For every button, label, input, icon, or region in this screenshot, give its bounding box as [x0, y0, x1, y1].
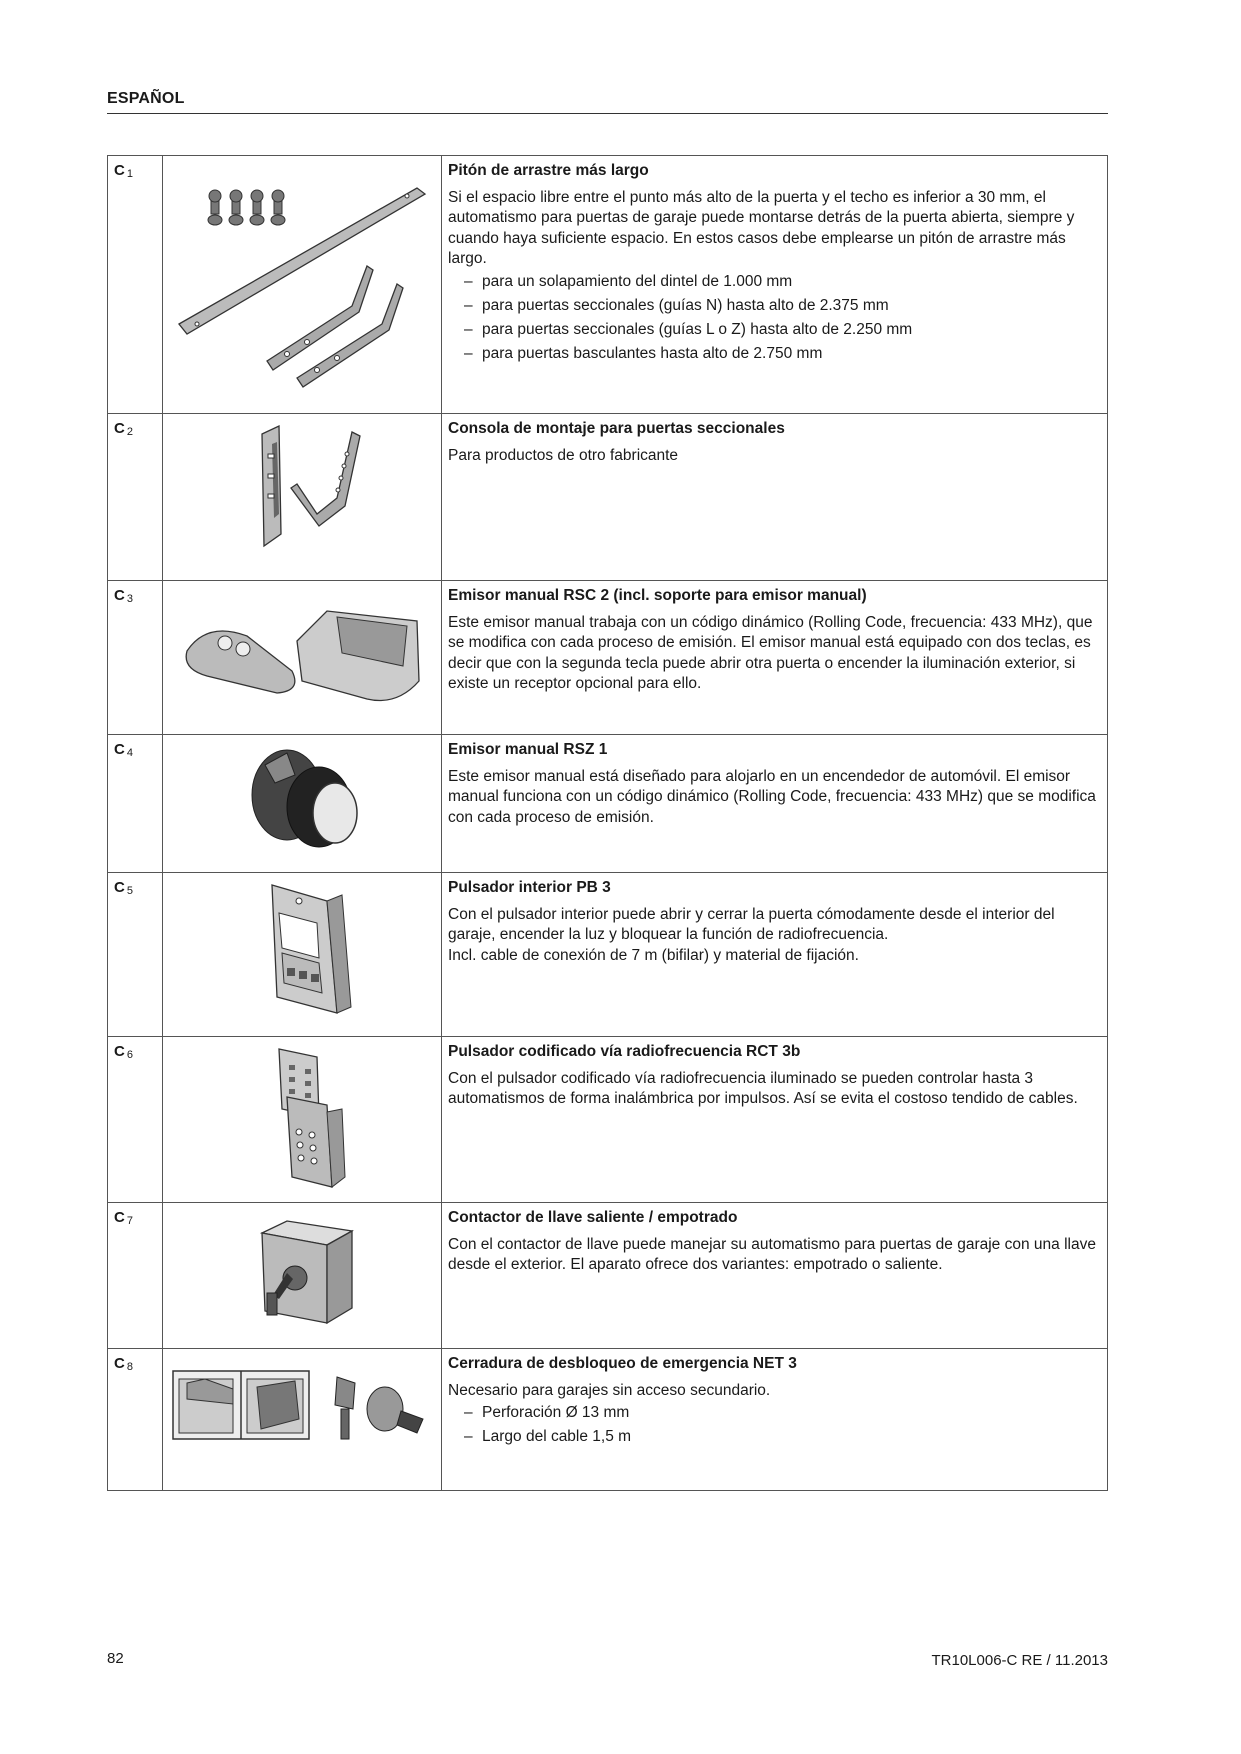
table-row: [108, 1203, 1108, 1349]
item-code: C $_8$: [108, 1349, 163, 1491]
item-text: Necesario para garajes sin acceso secundario.: [448, 1381, 771, 1399]
item-description: [442, 1203, 1108, 1349]
item-title: Pitón de arrastre más largo: [448, 162, 649, 179]
sectional-door-bracket-illustration: [167, 414, 437, 574]
table-row: [108, 156, 1108, 414]
item-text: Con el contactor de llave puede manejar su automatismo para puertas de garaje con una llave desde el exterior. El aparato ofrece dos variantes: empotrado o saliente.: [448, 1235, 1096, 1273]
table-row: [108, 1037, 1108, 1203]
bullet-item: – Largo del cable 1,5 m: [482, 1427, 1099, 1448]
item-description: [442, 581, 1108, 735]
hand-transmitter-rsz1-illustration: [167, 735, 437, 865]
item-description: [442, 414, 1108, 581]
table-row: [108, 735, 1108, 873]
bullet-item: – Perforación Ø 13 mm: [482, 1403, 1099, 1424]
item-bullets: [482, 1403, 1099, 1448]
item-description: [442, 873, 1108, 1037]
item-code: C $_5$: [108, 873, 163, 1037]
pic-cell: [163, 1349, 442, 1491]
bullet-item: – para un solapamiento del dintel de 1.000 mm: [482, 272, 1099, 293]
pic-cell: [163, 1037, 442, 1203]
item-description: [442, 1037, 1108, 1203]
bullet-item: – para puertas seccionales (guías L o Z) hasta alto de 2.250 mm: [482, 320, 1099, 341]
table-row: [108, 1349, 1108, 1491]
document-reference: TR10L006-C RE / 11.2013: [931, 1652, 1108, 1669]
item-text: Este emisor manual está diseñado para alojarlo en un encendedor de automóvil. El emisor manual funciona con un código dinámico (Rolling Code, frecuencia: 433 MHz) que se modifica con cada proceso de emisión.: [448, 767, 1096, 826]
item-title: Consola de montaje para puertas seccionales: [448, 420, 785, 437]
item-description: [442, 1349, 1108, 1491]
item-title: Pulsador codificado vía radiofrecuencia RCT 3b: [448, 1043, 801, 1060]
key-switch-illustration: [167, 1203, 437, 1343]
long-drawbar-illustration: [167, 156, 437, 406]
item-title: Emisor manual RSC 2 (incl. soporte para emisor manual): [448, 587, 867, 604]
pic-cell: [163, 156, 442, 414]
item-description: [442, 156, 1108, 414]
page-number: 82: [107, 1650, 124, 1667]
item-text: Este emisor manual trabaja con un código dinámico (Rolling Code, frecuencia: 433 MHz), que se modifica con cada proceso de emisión. El emisor manual está equipado con dos teclas, es decir que con la segunda tecla puede abrir otra puerta o encender la iluminación exterior, si existe un receptor opcional para ello.: [448, 613, 1093, 692]
item-text: Para productos de otro fabricante: [448, 446, 679, 464]
item-code: C $_1$: [108, 156, 163, 414]
item-code: C $_4$: [108, 735, 163, 873]
item-bullets: [482, 272, 1099, 365]
item-description: [442, 735, 1108, 873]
table-row: [108, 414, 1108, 581]
header-divider: [107, 113, 1108, 114]
item-code: C $_3$: [108, 581, 163, 735]
item-title: Cerradura de desbloqueo de emergencia NET 3: [448, 1355, 797, 1372]
section-language-heading: ESPAÑOL: [107, 90, 185, 107]
table-row: [108, 581, 1108, 735]
pic-cell: [163, 414, 442, 581]
radio-code-button-rct3b-illustration: [167, 1037, 437, 1197]
item-title: Contactor de llave saliente / empotrado: [448, 1209, 738, 1226]
bullet-item: – para puertas seccionales (guías N) hasta alto de 2.375 mm: [482, 296, 1099, 317]
internal-push-button-pb3-illustration: [167, 873, 437, 1033]
pic-cell: [163, 873, 442, 1037]
item-text: Con el pulsador codificado vía radiofrecuencia iluminado se pueden controlar hasta 3 automatismos de forma inalámbrica por impulsos. Así se evita el costoso tendido de cables.: [448, 1069, 1078, 1107]
pic-cell: [163, 735, 442, 873]
item-code: C $_7$: [108, 1203, 163, 1349]
pic-cell: [163, 1203, 442, 1349]
emergency-release-lock-illustration: [165, 1349, 440, 1485]
accessories-table: [107, 155, 1108, 1491]
item-title: Pulsador interior PB 3: [448, 879, 611, 896]
item-title: Emisor manual RSZ 1: [448, 741, 608, 758]
item-text: Si el espacio libre entre el punto más alto de la puerta y el techo es inferior a 30 mm, el automatismo para puertas de garaje puede montarse detrás de la puerta abierta, siempre y cuando haya suficiente espacio. En estos casos debe emplearse un pitón de arrastre más largo.: [448, 188, 1075, 267]
item-text-extra: Incl. cable de conexión de 7 m (bifilar) y material de fijación.: [448, 946, 859, 964]
table-row: [108, 873, 1108, 1037]
bullet-item: – para puertas basculantes hasta alto de 2.750 mm: [482, 344, 1099, 365]
item-code: C $_6$: [108, 1037, 163, 1203]
pic-cell: [163, 581, 442, 735]
hand-transmitter-rsc2-illustration: [167, 581, 437, 731]
item-text: Con el pulsador interior puede abrir y cerrar la puerta cómodamente desde el interior del garaje, encender la luz y bloquear la función de radiofrecuencia.: [448, 905, 1055, 943]
item-code: C $_2$: [108, 414, 163, 581]
